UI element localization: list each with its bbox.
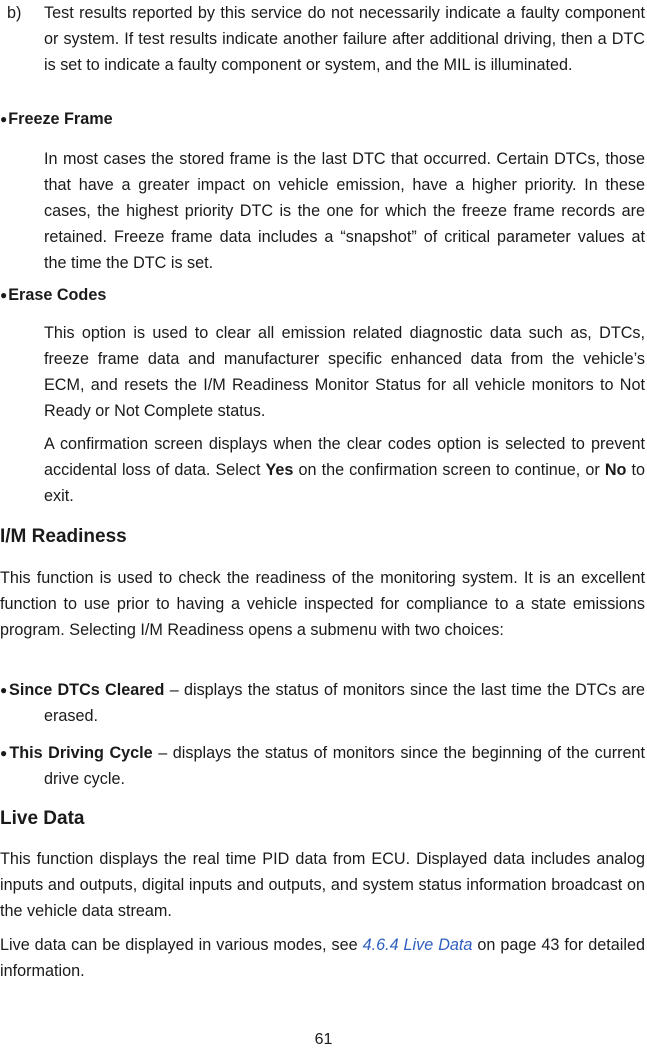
paragraph-text: on the confirmation screen to continue, or xyxy=(293,461,605,479)
erase-codes-heading xyxy=(0,282,645,308)
erase-codes-paragraph-2 xyxy=(44,431,645,509)
live-data-paragraph-1 xyxy=(0,846,645,924)
paragraph-text: A confirmation screen displays when the clear codes option is selected to prevent accidental loss of data. Select xyxy=(44,435,645,479)
paragraph-text: In most cases the stored frame is the last DTC that occurred. Certain DTCs, those that have a greater impact on vehicle emission, have a higher priority. In these cases, the highest priority DTC is the one for which the freeze frame records are retained. Freeze frame data includes a “snapshot” of critical parameter values at the time the DTC is set. xyxy=(44,150,645,272)
bullet-desc: – displays the status of monitors since the last time the DTCs are erased. xyxy=(44,681,646,725)
bullet-term: This Driving Cycle xyxy=(9,744,153,762)
live-data-heading xyxy=(0,806,645,832)
bullet-icon: ● xyxy=(0,746,9,760)
im-readiness-paragraph xyxy=(0,565,645,643)
freeze-frame-heading xyxy=(0,106,645,132)
bullet-icon: ● xyxy=(0,288,8,302)
paragraph-text: to exit. xyxy=(44,461,645,505)
bullet-term: Since DTCs Cleared xyxy=(9,681,165,699)
list-item xyxy=(0,740,645,792)
paragraph-text: This function displays the real time PID data from ECU. Displayed data includes analog inputs and outputs, digital inputs and outputs, and system status information broadcast on the vehicle data stream. xyxy=(0,850,645,920)
section-heading-text: Freeze Frame xyxy=(8,110,113,128)
no-option-text: No xyxy=(604,461,627,479)
section-heading-text: Erase Codes xyxy=(8,286,107,304)
cross-reference-link[interactable]: 4.6.4 Live Data xyxy=(362,936,473,954)
bullet-icon: ● xyxy=(0,112,8,126)
list-item xyxy=(0,677,645,729)
paragraph-text: on page 43 for detailed information. xyxy=(0,936,645,980)
yes-option-text: Yes xyxy=(265,461,294,479)
freeze-frame-paragraph xyxy=(44,146,645,276)
paragraph-text: This option is used to clear all emission related diagnostic data such as, DTCs, freeze frame data and manufacturer specific enhanced data from the vehicle’s ECM, and resets the I/M Readiness Monitor Status for all vehicle monitors to Not Ready or Not Complete status. xyxy=(44,324,645,420)
live-data-paragraph-2 xyxy=(0,932,645,984)
section-heading-text: I/M Readiness xyxy=(0,526,127,547)
im-readiness-heading xyxy=(0,524,645,550)
erase-codes-paragraph-1 xyxy=(44,320,645,424)
list-item-text: Test results reported by this service do not necessarily indicate a faulty component or system. If test results indicate another failure after additional driving, then a DTC is set to indicate a faulty component or system, and the MIL is illuminated. xyxy=(44,4,645,74)
bullet-desc: – displays the status of monitors since the beginning of the current drive cycle. xyxy=(44,744,645,788)
paragraph-text: This function is used to check the readiness of the monitoring system. It is an excellent function to use prior to having a vehicle inspected for compliance to a state emissions program. Selecting I/M Readiness opens a submenu with two choices: xyxy=(0,569,645,639)
page-number: 61 xyxy=(314,1031,333,1048)
list-item-label: b) xyxy=(7,4,22,22)
paragraph-text: Live data can be displayed in various modes, see xyxy=(0,936,363,954)
bullet-icon: ● xyxy=(0,683,9,697)
section-heading-text: Live Data xyxy=(0,808,85,829)
